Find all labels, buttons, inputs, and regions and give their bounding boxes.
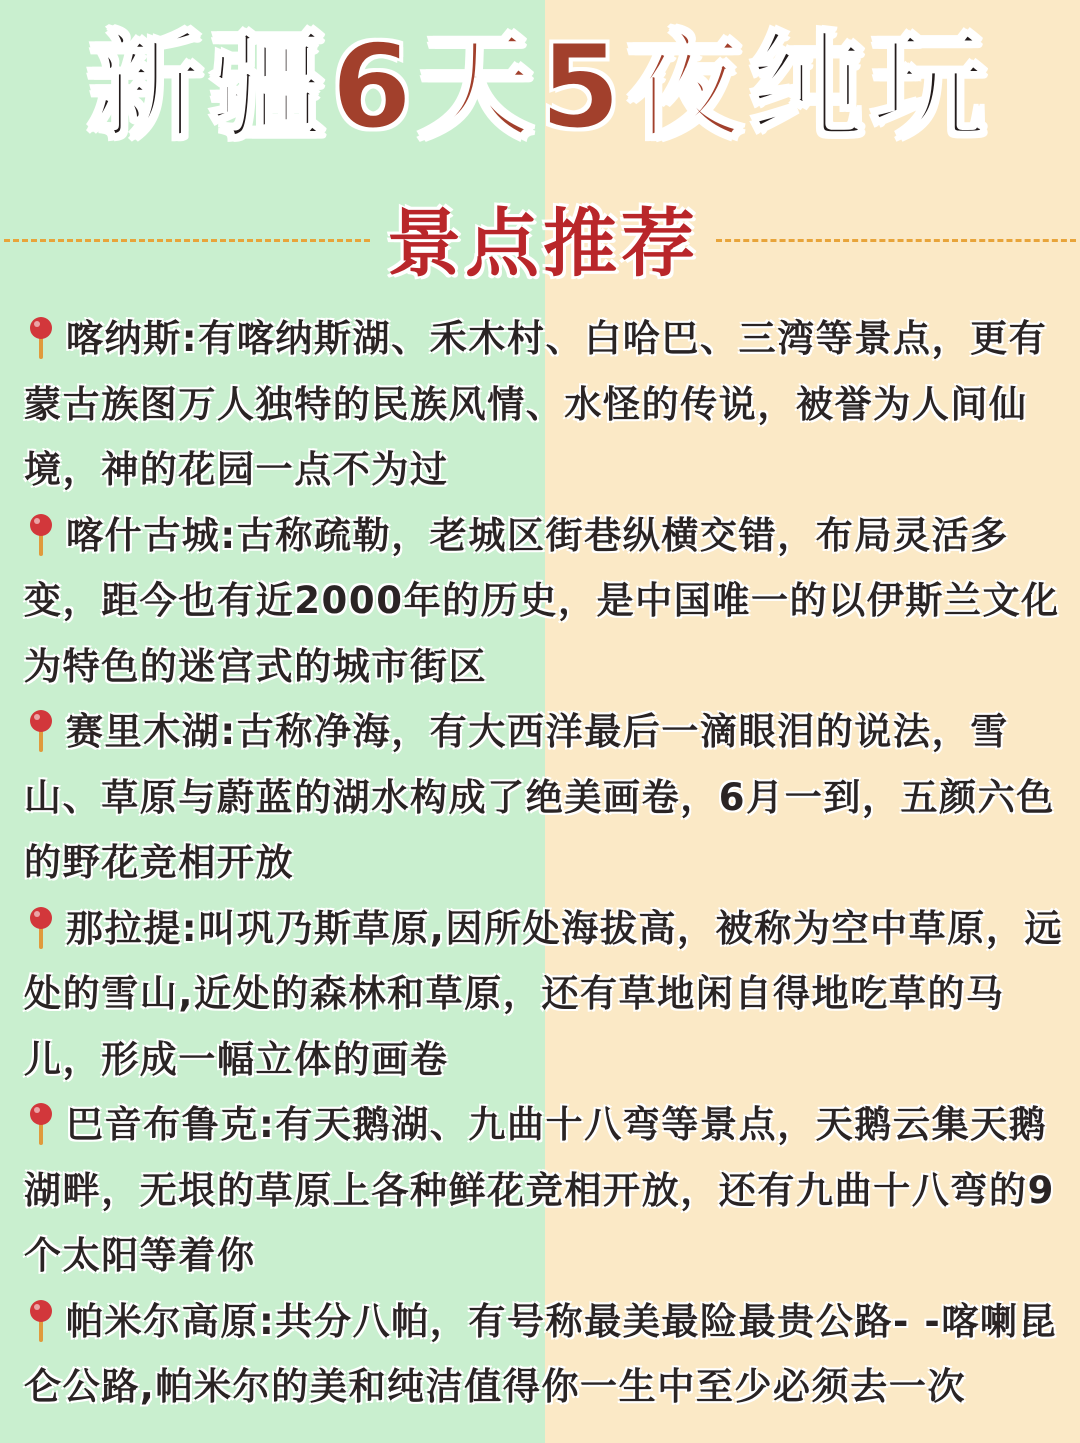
spot-text: 帕米尔高原:共分八帕，有号称最美最险最贵公路- -喀喇昆仑公路,帕米尔的美和纯洁值得你一生中至少必须去一次 xyxy=(24,1299,1058,1408)
dashed-divider-left xyxy=(4,239,370,242)
map-pin-icon xyxy=(24,1298,64,1342)
spot-item xyxy=(24,896,1068,1093)
spot-item xyxy=(24,1092,1068,1289)
spot-item xyxy=(24,306,1068,503)
spot-item xyxy=(24,699,1068,896)
spot-item xyxy=(24,503,1068,700)
title-part: 纯玩 xyxy=(748,20,993,155)
spot-list xyxy=(24,306,1068,1420)
spot-text: 那拉提:叫巩乃斯草原,因所处海拔高，被称为空中草原，远处的雪山,近处的森林和草原，还有草地闲自得地吃草的马儿，形成一幅立体的画卷 xyxy=(24,906,1064,1081)
title-part: 新疆 xyxy=(87,20,332,155)
dashed-divider-right xyxy=(716,239,1076,242)
map-pin-icon xyxy=(24,315,64,359)
spot-text: 喀纳斯:有喀纳斯湖、禾木村、白哈巴、三湾等景点，更有蒙古族图万人独特的民族风情、水怪的传说，被誉为人间仙境，神的花园一点不为过 xyxy=(24,317,1048,491)
map-pin-icon xyxy=(24,708,64,752)
map-pin-icon xyxy=(24,905,64,949)
spot-text: 喀什古城:古称疏勒，老城区街巷纵横交错，布局灵活多变，距今也有近2000年的历史，是中国唯一的以伊斯兰文化为特色的迷宫式的城市街区 xyxy=(24,513,1060,688)
map-pin-icon xyxy=(24,1101,64,1145)
spot-text: 巴音布鲁克:有天鹅湖、九曲十八弯等景点，天鹅云集天鹅湖畔，无垠的草原上各种鲜花竞相开放，还有九曲十八弯的9个太阳等着你 xyxy=(24,1103,1055,1277)
page-title xyxy=(0,18,1080,158)
spot-text: 赛里木湖:古称净海，有大西洋最后一滴眼泪的说法，雪山、草原与蔚蓝的湖水构成了绝美画卷，6月一到，五颜六色的野花竞相开放 xyxy=(24,710,1055,884)
section-subtitle: 景点推荐 xyxy=(387,201,699,287)
title-part-accent: 6天5夜 xyxy=(331,20,749,155)
spot-item xyxy=(24,1289,1068,1420)
map-pin-icon xyxy=(24,512,64,556)
